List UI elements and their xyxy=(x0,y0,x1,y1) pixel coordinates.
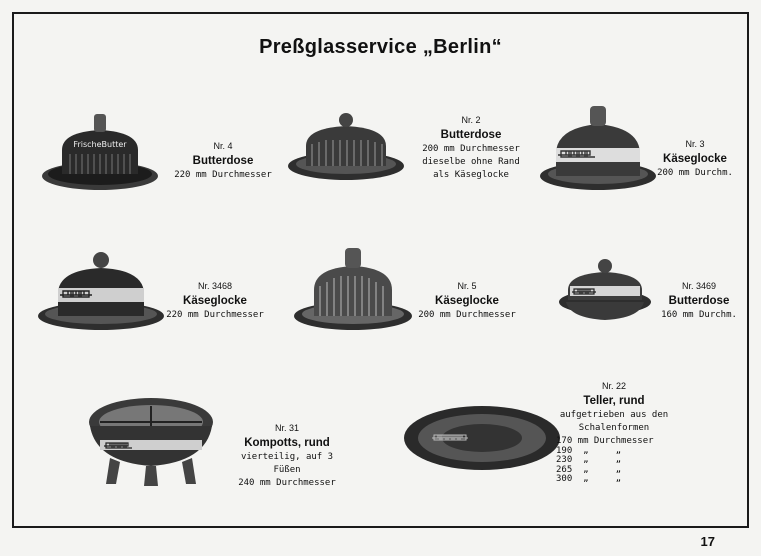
item-detail: dieselbe ohne Rand xyxy=(422,157,520,167)
lid-inscription: FrischeButter xyxy=(73,140,127,149)
item-name: Butterdose xyxy=(192,155,254,167)
item-number: Nr. 5 xyxy=(457,281,477,291)
caption-nr3468 xyxy=(160,280,270,322)
item-number: Nr. 3468 xyxy=(197,281,233,291)
item-name: Teller, rund xyxy=(583,395,645,407)
butterdose-nr2-illustration xyxy=(286,112,406,188)
item-number: Nr. 4 xyxy=(213,141,233,151)
item-name: Kompotts, rund xyxy=(244,437,330,449)
item-detail: Schalenformen xyxy=(578,423,650,433)
item-detail: 220 mm Durchmesser xyxy=(166,310,264,320)
item-detail: vierteilig, auf 3 Füßen xyxy=(240,452,334,475)
kaeseglocke-nr3-illustration xyxy=(538,104,658,196)
item-number: Nr. 3 xyxy=(685,139,705,149)
kompotts-nr31-illustration xyxy=(86,396,216,488)
item-name: Käseglocke xyxy=(435,295,499,307)
item-detail: 200 mm Durchmesser xyxy=(418,310,516,320)
butterdose-nr3469-illustration xyxy=(556,256,654,326)
item-name: Butterdose xyxy=(668,295,730,307)
item-name: Käseglocke xyxy=(183,295,247,307)
page-title: Preßglasservice „Berlin“ xyxy=(259,36,502,58)
item-name: Käseglocke xyxy=(663,153,727,165)
caption-nr22 xyxy=(556,380,672,485)
caption-nr5 xyxy=(412,280,522,322)
butterdose-nr4-illustration xyxy=(40,110,160,198)
item-detail: 200 mm Durchmesser xyxy=(422,144,520,154)
teller-nr22-illustration xyxy=(402,404,562,472)
item-detail: 160 mm Durchm. xyxy=(661,310,737,320)
page-number: 17 xyxy=(700,534,715,549)
item-detail: als Käseglocke xyxy=(433,170,509,180)
size-entry: 300 „ „ xyxy=(556,474,622,484)
kaeseglocke-nr5-illustration xyxy=(292,246,414,336)
size-entry: 170 mm Durchmesser xyxy=(556,436,654,446)
caption-nr2 xyxy=(410,114,532,182)
item-number: Nr. 22 xyxy=(601,381,626,391)
size-entry: 230 „ „ xyxy=(556,455,622,465)
item-detail: 220 mm Durchmesser xyxy=(174,170,272,180)
item-number: Nr. 31 xyxy=(274,423,299,433)
size-entry: 190 „ „ xyxy=(556,445,622,456)
item-number: Nr. 2 xyxy=(461,115,481,125)
item-detail: 240 mm Durchmesser xyxy=(238,478,336,488)
caption-nr3469 xyxy=(654,280,744,322)
size-entry: 265 „ „ xyxy=(556,464,622,475)
item-detail: aufgetrieben aus den xyxy=(559,410,669,420)
caption-nr31 xyxy=(228,422,346,490)
caption-nr4 xyxy=(168,140,278,182)
item-number: Nr. 3469 xyxy=(681,281,717,291)
kaeseglocke-nr3468-illustration xyxy=(36,250,166,336)
item-detail: 200 mm Durchm. xyxy=(657,168,733,178)
size-list xyxy=(556,437,672,485)
item-name: Butterdose xyxy=(440,129,502,141)
caption-nr3 xyxy=(650,138,740,180)
